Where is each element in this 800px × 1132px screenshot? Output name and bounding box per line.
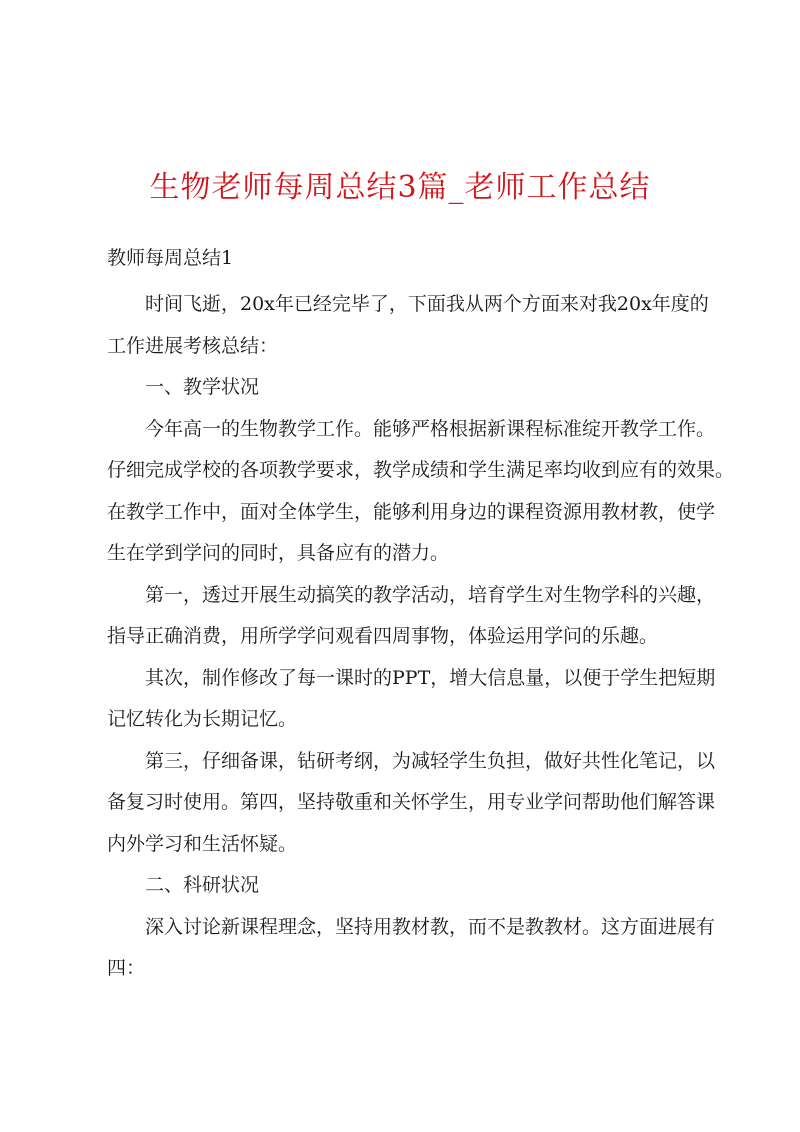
paragraph-line: 记忆转化为长期记忆。 [107,708,298,730]
section-heading-teaching: 一、教学状况 [145,376,260,398]
paragraph-line: 四： [107,957,146,979]
section-subheading: 教师每周总结1 [107,247,234,269]
paragraph-line: 在教学工作中，面对全体学生，能够利用身边的课程资源用教材教，使学 [107,500,716,523]
paragraph-line: 指导正确消费，用所学学问观看四周事物，体验运用学问的乐趣。 [107,625,659,647]
paragraph-line: 其次，制作修改了每一课时的PPT，增大信息量，以便于学生把短期 [145,666,716,689]
paragraph-line: 生在学到学问的同时，具备应有的潜力。 [107,542,450,564]
paragraph-line: 第三，仔细备课，钻研考纲，为减轻学生负担，做好共性化笔记，以 [145,749,716,772]
paragraph-line: 深入讨论新课程理念，坚持用教材教，而不是教教材。这方面进展有 [145,915,716,938]
paragraph-line: 仔细完成学校的各项教学要求，教学成绩和学生满足率均收到应有的效果。 [107,459,735,481]
paragraph-line: 备复习时使用。第四，坚持敬重和关怀学生，用专业学问帮助他们解答课 [107,791,716,813]
section-heading-research: 二、科研状况 [145,874,260,896]
document-title: 生物老师每周总结3篇_老师工作总结 [149,170,651,205]
paragraph-line: 今年高一的生物教学工作。能够严格根据新课程标准绽开教学工作。 [145,417,716,440]
paragraph-line: 时间飞逝，20x年已经完毕了，下面我从两个方面来对我20x年度的 [145,293,709,315]
paragraph-line: 内外学习和生活怀疑。 [107,832,298,855]
document-body [107,284,735,990]
paragraph-line: 工作进展考核总结： [107,334,279,357]
paragraph-line: 第一，透过开展生动搞笑的教学活动，培育学生对生物学科的兴趣， [145,583,716,606]
